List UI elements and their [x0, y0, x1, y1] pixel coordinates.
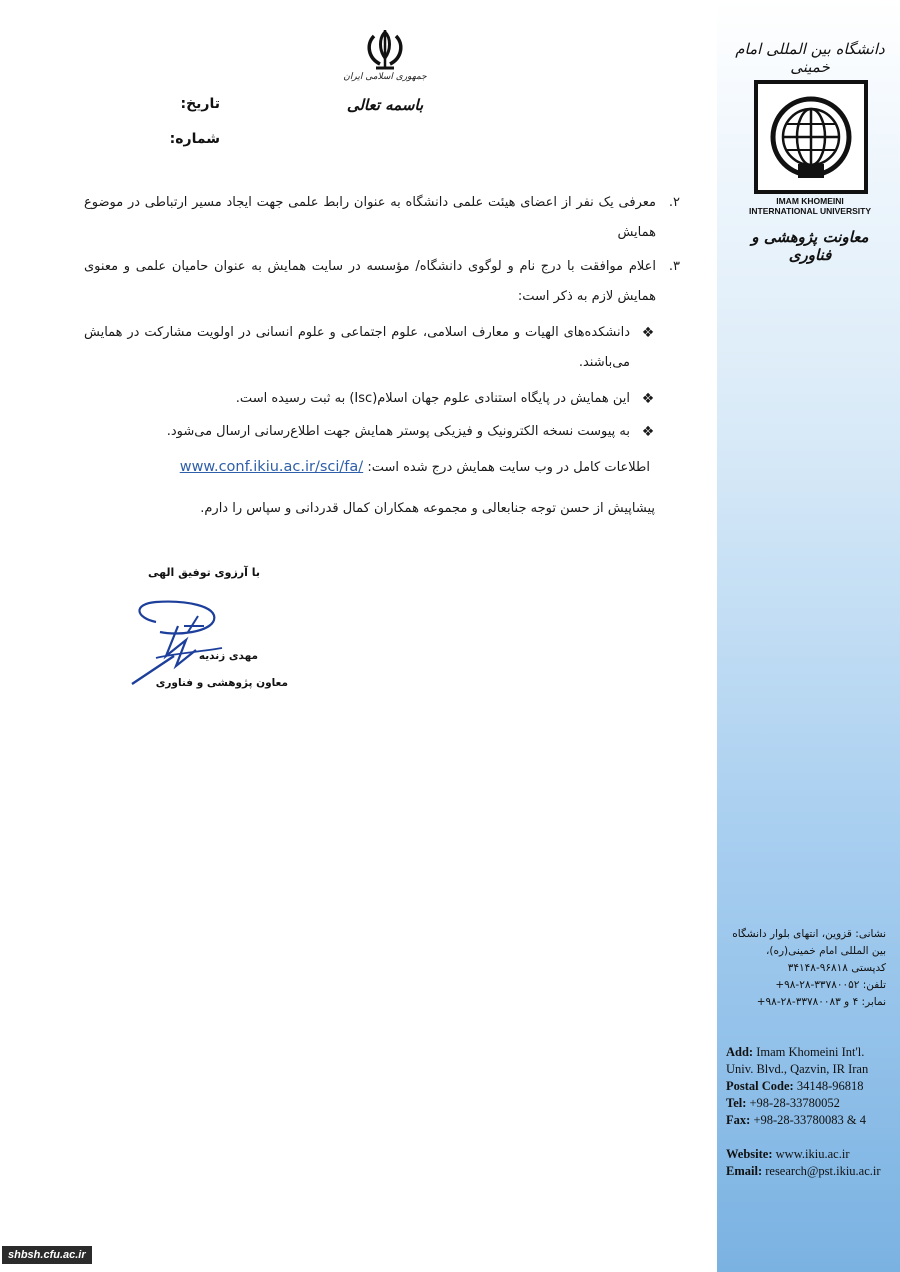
tel-value: +98-28-33780052: [746, 1096, 840, 1110]
university-name-en-line2: INTERNATIONAL UNIVERSITY: [749, 206, 871, 216]
globe-logo-icon: [758, 84, 864, 190]
website-label: Website:: [726, 1147, 773, 1161]
postal-value: 34148-96818: [793, 1079, 864, 1093]
thanks-paragraph: پیشاپیش از حسن توجه جنابعالی و مجموعه همکاران کمال قدردانی و سپاس را دارم.: [200, 501, 655, 516]
address-en-line: [726, 1095, 896, 1112]
bismillah: باسمه تعالی: [346, 96, 424, 114]
tel-label: Tel:: [726, 1096, 747, 1110]
add-line1: Imam Khomeini Int'l.: [753, 1045, 865, 1059]
email-label: Email:: [726, 1164, 763, 1178]
university-logo: [754, 80, 868, 194]
address-en-line: [726, 1078, 896, 1095]
emblem-caption: جمهوری اسلامی ایران: [343, 72, 427, 82]
list-item: [84, 252, 680, 312]
email-value[interactable]: research@pst.ikiu.ac.ir: [762, 1164, 881, 1178]
website-text: اطلاعات کامل در وب سایت همایش درج شده است:: [367, 460, 650, 475]
item-text: اعلام موافقت با درج نام و لوگوی دانشگاه/ مؤسسه در سایت همایش به عنوان حامیان علمی و معنوی همایش لازم به ذکر است:: [84, 259, 656, 304]
bullet-text: این همایش در پایگاه استنادی علوم جهان اسلام(Isc) به ثبت رسیده است.: [235, 391, 630, 406]
add-line2: Univ. Blvd., Qazvin, IR Iran: [726, 1062, 869, 1076]
address-en-line: [726, 1146, 896, 1163]
bullet-text: دانشکده‌های الهیات و معارف اسلامی، علوم اجتماعی و علوم انسانی در اولویت مشارکت در همایش می‌باشند.: [84, 325, 630, 370]
address-fa-line: تلفن: ۳۳۷۸۰۰۵۲-۲۸-۹۸+: [775, 979, 886, 991]
bullet-item: [84, 384, 655, 414]
deputy-title: معاونت پژوهشی و فناوری: [751, 228, 869, 264]
emblem-icon: [362, 28, 408, 72]
handwritten-signature: [126, 596, 236, 688]
university-name-fa: دانشگاه بین المللی امام خمینی: [735, 40, 885, 76]
item-number: ۲.: [668, 195, 680, 210]
bullet-diamond-icon: ❖: [641, 424, 655, 440]
address-fa: [724, 926, 886, 1011]
bullet-text: به پیوست نسخه الکترونیک و فیزیکی پوستر همایش جهت اطلاع‌رسانی ارسال می‌شود.: [166, 424, 630, 439]
postal-label: Postal Code:: [726, 1079, 794, 1093]
bullet-item: [84, 417, 655, 447]
website-value[interactable]: www.ikiu.ac.ir: [772, 1147, 850, 1161]
address-en-line: [726, 1044, 896, 1061]
university-name-en-line1: IMAM KHOMEINI: [776, 196, 844, 206]
bullet-item: [84, 318, 655, 378]
conference-website-link[interactable]: www.conf.ikiu.ac.ir/sci/fa/: [179, 459, 364, 475]
address-fa-line: نشانی: قزوین، انتهای بلوار دانشگاه: [732, 928, 886, 940]
item-text: معرفی یک نفر از اعضای هیئت علمی دانشگاه به عنوان رابط علمی جهت ایجاد مسیر ارتباطی در موضوع همایش: [84, 195, 656, 240]
address-fa-line: کدپستی ۹۶۸۱۸-۳۴۱۴۸: [787, 962, 886, 974]
address-en-line: [726, 1112, 896, 1129]
signatory-title: معاون پژوهشی و فناوری: [155, 677, 288, 689]
signatory-name: مهدی زندیه: [198, 650, 258, 662]
fax-value: +98-28-33780083 & 4: [750, 1113, 867, 1127]
list-item: [84, 188, 680, 248]
address-en: [726, 1044, 896, 1180]
add-label: Add:: [726, 1045, 754, 1059]
date-label: تاریخ:: [180, 96, 220, 112]
address-en-line: [726, 1163, 896, 1180]
number-label: شماره:: [169, 131, 220, 147]
bullet-diamond-icon: ❖: [641, 325, 655, 341]
bullet-diamond-icon: ❖: [641, 391, 655, 407]
item-number: ۳.: [668, 259, 680, 274]
university-name-en: [735, 196, 885, 216]
address-fa-line: بین المللی امام خمینی(ره)،: [765, 945, 886, 957]
fax-label: Fax:: [726, 1113, 751, 1127]
website-line: [150, 452, 650, 483]
closing-phrase: با آرزوی توفیق الهی: [147, 566, 260, 579]
address-fa-line: نمابر: ۴ و ۳۳۷۸۰۰۸۳-۲۸-۹۸+: [756, 996, 886, 1008]
spacer: [726, 1129, 896, 1146]
site-watermark: shbsh.cfu.ac.ir: [2, 1246, 92, 1264]
